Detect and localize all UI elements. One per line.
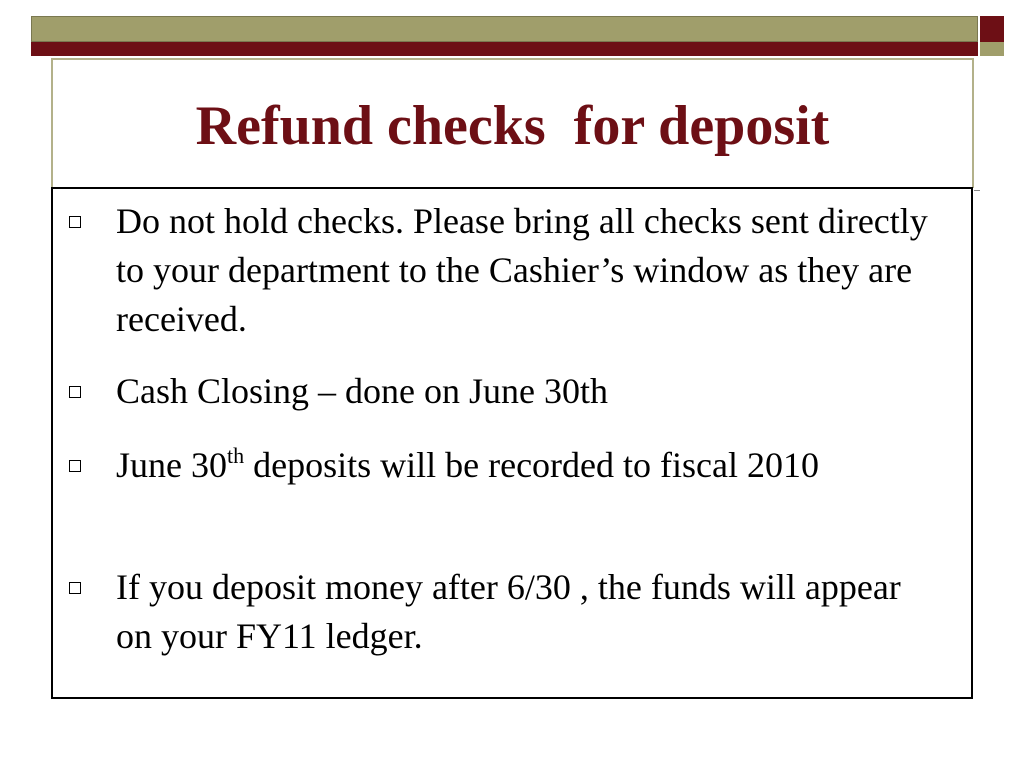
corner-red-block (980, 16, 1004, 42)
corner-olive-block (980, 42, 1004, 56)
hollow-square-bullet-icon (69, 216, 81, 228)
frame-tick-mark (974, 190, 980, 191)
hollow-square-bullet-icon (69, 386, 81, 398)
title-frame (51, 58, 974, 188)
top-red-stripe (31, 42, 978, 56)
slide-title: Refund checks for deposit (195, 95, 830, 157)
bullet-text: Do not hold checks. Please bring all checks sent directly to your department to the Cashier’s window as they are received. (116, 201, 928, 339)
bullet-text-post: deposits will be recorded to fiscal 2010 (244, 445, 819, 485)
ordinal-superscript: th (227, 443, 245, 468)
content-frame (51, 187, 973, 699)
bullet-text-pre: June 30 (116, 445, 227, 485)
bullet-text: If you deposit money after 6/30 , the funds will appear on your FY11 ledger. (116, 567, 901, 656)
top-olive-stripe (31, 16, 978, 42)
hollow-square-bullet-icon (69, 582, 81, 594)
bullet-text: Cash Closing – done on June 30th (116, 371, 608, 411)
hollow-square-bullet-icon (69, 460, 81, 472)
bullet-text (116, 441, 936, 490)
